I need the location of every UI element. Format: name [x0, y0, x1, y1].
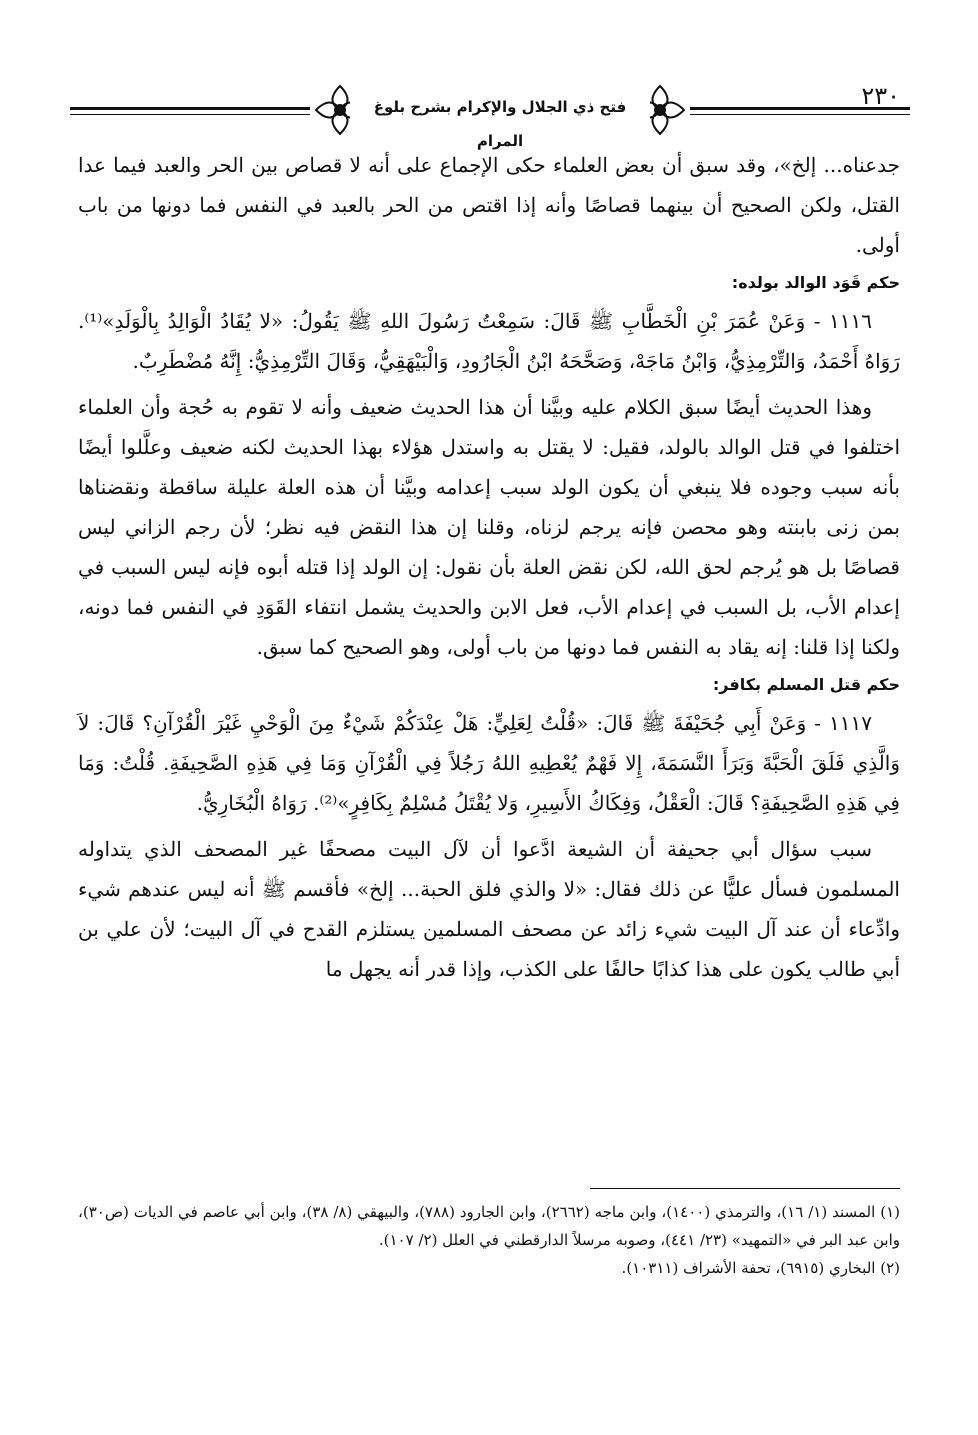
book-title: فتح ذي الجلال والإكرام بشرح بلوغ المرام — [350, 90, 650, 124]
section-heading: حكم قتل المسلم بكافر: — [712, 675, 900, 694]
main-text — [78, 145, 900, 989]
footnote: (٢) البخاري (٦٩١٥)، تحفة الأشراف (١٠٣١١). — [621, 1259, 900, 1277]
paragraph: جدعناه... إلخ»، وقد سبق أن بعض العلماء حكى الإجماع على أنه لا قصاص بين الحر والعبد فيما عدا القتل، ولكن الصحيح أن بينهما قصاصًا وأنه إذا اقتص من الحر بالعبد في النفس فما دونها من باب أولى. — [78, 153, 900, 257]
paragraph: وهذا الحديث أيضًا سبق الكلام عليه وبيَّنا أن هذا الحديث ضعيف وأنه لا تقوم به حُجة وأن العلماء اختلفوا في قتل الوالد بالولد، فقيل: لا يقتل به واستدل هؤلاء بهذا الحديث لكنه ضعيف وعلَّلوا أيضًا بأنه سبب وجوده فلا ينبغي أن يكون الولد سبب إعدامه وبيَّنا أن هذه العلة عليلة ساقطة ونقضناها بمن زنى بابنته وهو محصن فإنه يرجم لزناه، وقلنا إن هذا النقض فيه نظر؛ لأن رجم الزاني ليس قصاصًا بل هو يُرجم لحق الله، لكن نقض العلة بأن نقول: إن الولد إذا قتله أبوه فإنه ليس السبب في إعدام الأب، بل السبب في إعدام الأب، فعل الابن والحديث يشمل انتفاء القَوَدِ في النفس فما دونه، ولكنا إذا قلنا: إنه يقاد به النفس فما دونها من باب أولى، وهو الصحيح كما سبق. — [78, 395, 900, 659]
footnotes — [78, 1198, 900, 1282]
page-header — [70, 60, 910, 150]
footnote-rule — [590, 1188, 900, 1189]
section-heading: حكم قَوَد الوالد بولده: — [731, 273, 900, 292]
paragraph: سبب سؤال أبي جحيفة أن الشيعة ادَّعوا أن لآل البيت مصحفًا غير المصحف الذي يتداوله المسلمون فسأل عليًّا عن ذلك فقال: «لا والذي فلق الحبة... إلخ» فأقسم ﷺ أنه ليس عندهم شيء وادِّعاء أن عند آل البيت شيء زائد عن مصحف المسلمين يستلزم القدح في آل البيت؛ لأن علي بن أبي طالب يكون على هذا كذابًا حالفًا على الكذب، وإذا قدر أنه يجهل ما — [78, 837, 900, 981]
page-number: ٢٣٠ — [861, 82, 900, 110]
footnote: (١) المسند (١/ ١٦)، والترمذي (١٤٠٠)، وابن ماجه (٢٦٦٢)، وابن الجارود (٧٨٨)، والبيهقي (٨/ ٣٨)، وابن أبي عاصم في الديات (ص٣٠)، وابن عبد البر في «التمهيد» (٢٣/ ٤٤١)، وصوبه مرسلاً الدارقطني في العلل (٢/ ١٠٧). — [78, 1203, 900, 1249]
hadith-text: ١١١٧ - وَعَنْ أَبِي جُحَيْفَةَ ﷺ قَالَ: «قُلْتُ لِعَلِيٍّ: هَلْ عِنْدَكُمْ شَيْءٌ مِنَ الْوَحْيِ غَيْرَ الْقُرْآنِ؟ قَالَ: لاَ وَالَّذِي فَلَقَ الْحَبَّةَ وَبَرَأَ النَّسَمَةَ، إِلا فَهْمٌ يُعْطِيهِ اللهُ رَجُلاً فِي الْقُرْآنِ وَمَا فِي هَذِهِ الصَّحِيفَةِ. قُلْتُ: وَمَا فِي هَذِهِ الصَّحِيفَةِ؟ قَالَ: الْعَقْلُ، وَفِكَاكُ الأَسِيرِ، وَلا يُقْتَلُ مُسْلِمٌ بِكَافِرٍ»⁽²⁾. رَوَاهُ الْبُخَارِيُّ. — [78, 711, 900, 815]
hadith-text: ١١١٦ - وَعَنْ عُمَرَ بْنِ الْخَطَّابِ ﷺ قَالَ: سَمِعْتُ رَسُولَ اللهِ ﷺ يَقُولُ: «لا يُقَادُ الْوَالِدُ بِالْوَلَدِ»⁽¹⁾. رَوَاهُ أَحْمَدُ، وَالتِّرْمِذِيُّ، وَابْنُ مَاجَهْ، وَصَحَّحَهُ ابْنُ الْجَارُودِ، وَالْبَيْهَقِيُّ، وَقَالَ التِّرْمِذِيُّ: إِنَّهُ مُضْطَرِبٌ. — [78, 309, 900, 373]
